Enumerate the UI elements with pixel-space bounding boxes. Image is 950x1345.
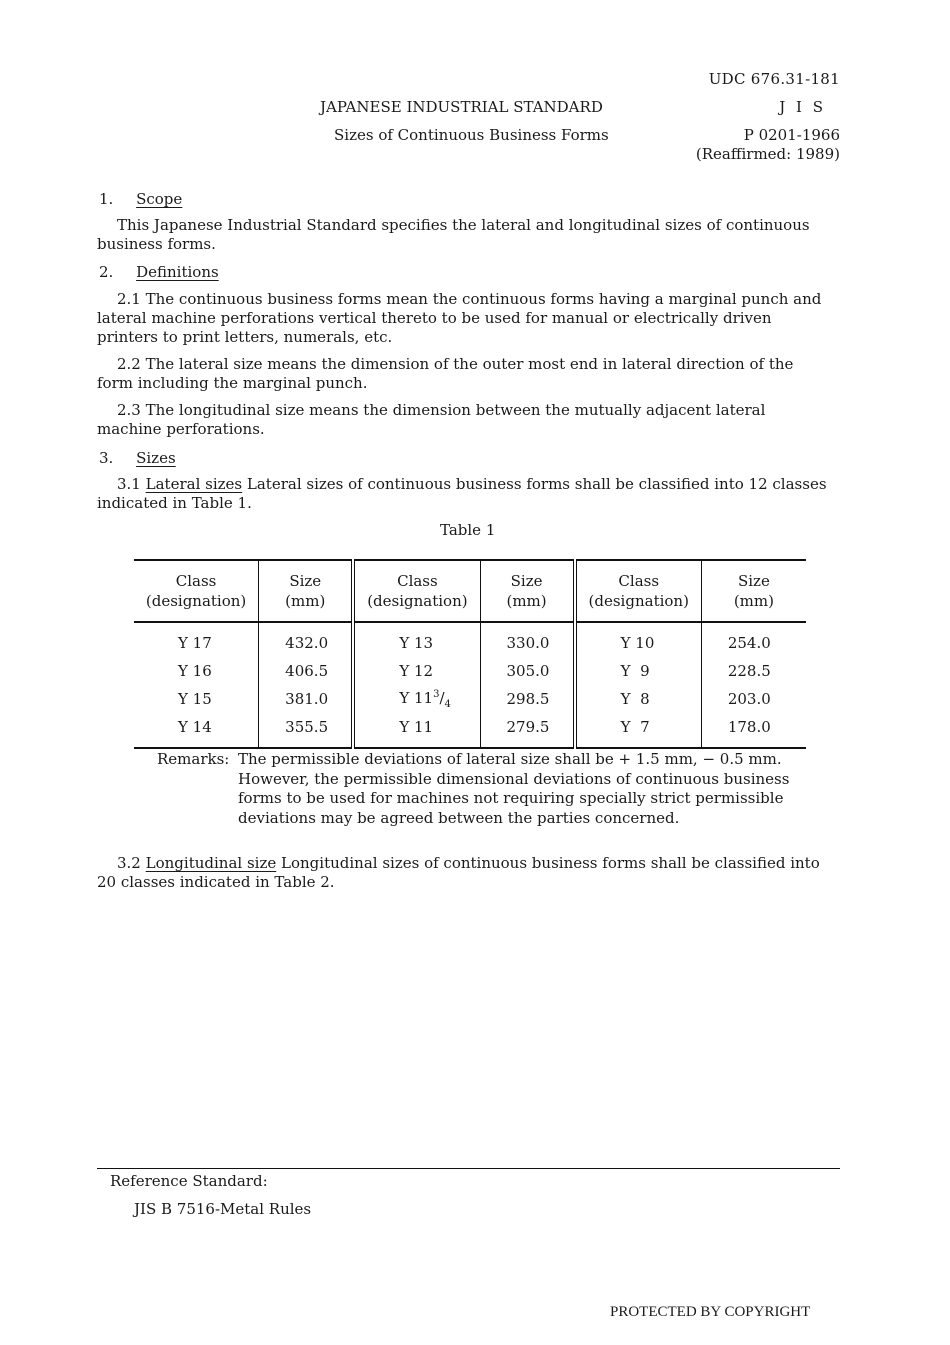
remarks-label: Remarks:: [157, 750, 230, 768]
size-cell: 330.0: [480, 622, 575, 657]
jis-label: J I S: [779, 98, 826, 116]
class-cell-fraction: Y $11^3/_4$: [353, 685, 480, 713]
class-cell: Y 14: [134, 713, 259, 748]
header-class: Class (designation): [134, 560, 259, 622]
udc-number: UDC 676.31-181: [708, 70, 840, 88]
header-size: Size (mm): [259, 560, 354, 622]
reaffirmed-date: (Reaffirmed: 1989): [695, 145, 840, 163]
section-number: 1.: [99, 190, 114, 208]
class-cell: Y 9: [575, 657, 702, 685]
lateral-sizes-paragraph: [97, 475, 832, 513]
size-cell: 203.0: [727, 690, 771, 708]
subsection-title: Lateral sizes: [145, 475, 243, 493]
section-number: 3.: [99, 449, 114, 467]
class-cell: Y 11: [353, 713, 480, 748]
reference-item: JIS B 7516-Metal Rules: [134, 1200, 312, 1218]
header-size: Size (mm): [701, 560, 806, 622]
reference-label: Reference Standard:: [110, 1172, 268, 1190]
standard-subtitle: Sizes of Continuous Business Forms: [334, 126, 609, 144]
header-class: Class (designation): [353, 560, 480, 622]
subsection-title: Longitudinal size: [145, 854, 277, 872]
table-caption: Table 1: [440, 521, 496, 539]
reference-divider: [97, 1168, 840, 1169]
standard-title: JAPANESE INDUSTRIAL STANDARD: [320, 98, 603, 116]
section-title: Sizes: [136, 449, 176, 467]
size-cell: 298.5: [480, 685, 575, 713]
copyright-footer: PROTECTED BY COPYRIGHT: [610, 1304, 811, 1320]
class-cell: Y 17: [134, 622, 259, 657]
table-header-row: [134, 560, 806, 622]
class-cell: Y 8: [575, 685, 702, 713]
table-row: [134, 657, 806, 685]
header-class: Class (designation): [575, 560, 702, 622]
subsection-text: Longitudinal sizes of continuous business forms shall be classified into 20 classes indicated in Table 2.: [97, 854, 820, 891]
section-title: Scope: [136, 190, 183, 208]
scope-paragraph: This Japanese Industrial Standard specifies the lateral and longitudinal sizes of continuous business forms.: [97, 216, 810, 253]
table-row: [134, 685, 806, 713]
longitudinal-size-paragraph: [97, 854, 832, 892]
size-cell: 305.0: [480, 657, 575, 685]
header-size: Size (mm): [480, 560, 575, 622]
subsection-number: 3.1: [117, 475, 141, 493]
size-cell: 228.5: [727, 662, 771, 680]
size-cell: 178.0: [727, 718, 771, 736]
section-number: 2.: [99, 263, 114, 281]
section-2-heading: [99, 263, 219, 281]
standard-number: P 0201-1966: [743, 126, 840, 144]
table-row: [134, 622, 806, 657]
class-cell: Y 7: [575, 713, 702, 748]
size-cell: 279.5: [480, 713, 575, 748]
definition-2-1: 2.1 The continuous business forms mean the continuous forms having a marginal punch and lateral machine perforations vertical thereto to be used for manual or electrically driven printers to print letters, numerals, etc.: [97, 290, 822, 346]
section-3-heading: [99, 449, 176, 467]
subsection-number: 3.2: [117, 854, 141, 872]
section-1-heading: [99, 190, 182, 208]
size-cell: 381.0: [259, 685, 354, 713]
definition-2-2: 2.2 The lateral size means the dimension of the outer most end in lateral direction of the form including the marginal punch.: [97, 355, 794, 392]
section-title: Definitions: [136, 263, 219, 281]
class-cell: Y 13: [353, 622, 480, 657]
class-cell: Y 16: [134, 657, 259, 685]
class-cell: Y 12: [353, 657, 480, 685]
class-cell: Y 15: [134, 685, 259, 713]
size-cell: 254.0: [727, 634, 771, 652]
size-cell: 406.5: [259, 657, 354, 685]
size-cell: 355.5: [259, 713, 354, 748]
remarks-text: The permissible deviations of lateral size shall be + 1.5 mm, − 0.5 mm. However, the permissible dimensional deviations of continuous business forms to be used for machines not requiring specially strict permissible deviations may be agreed between the parties concerned.: [238, 750, 790, 827]
table-row: [134, 713, 806, 748]
subsection-text: Lateral sizes of continuous business forms shall be classified into 12 classes indicated in Table 1.: [97, 475, 827, 512]
class-cell: Y 10: [575, 622, 702, 657]
lateral-sizes-table: [134, 559, 806, 749]
definition-2-3: 2.3 The longitudinal size means the dimension between the mutually adjacent lateral machine perforations.: [97, 401, 766, 438]
size-cell: 432.0: [259, 622, 354, 657]
